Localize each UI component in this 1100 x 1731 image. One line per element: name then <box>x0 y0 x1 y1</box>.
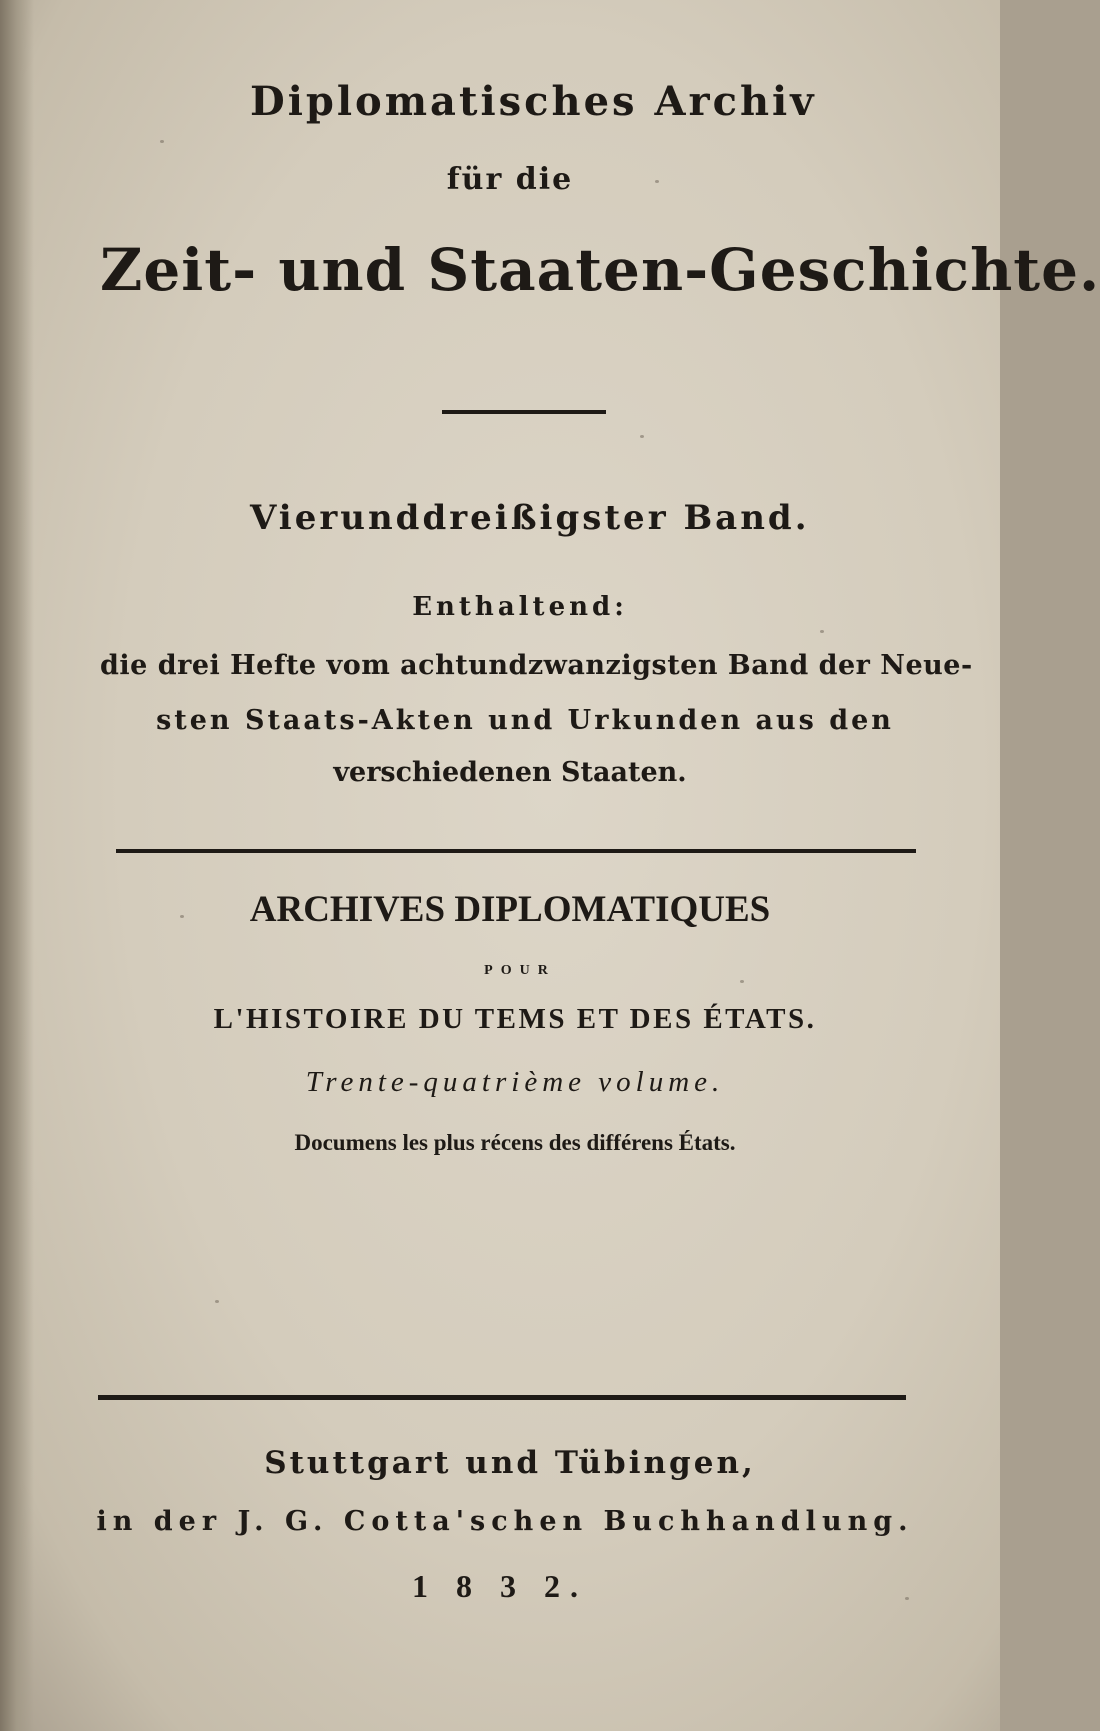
paper-fleck <box>160 140 164 143</box>
french-contents: Documens les plus récens des différens États. <box>294 1130 736 1155</box>
divider-rule <box>116 849 916 853</box>
binding-shadow <box>0 0 34 1731</box>
german-contents-label: Enthaltend: <box>412 592 628 622</box>
imprint-year: 1 8 3 2. <box>412 1568 588 1604</box>
paper-fleck <box>905 1597 909 1600</box>
german-contents-line-2: sten Staats-Akten und Urkunden aus den <box>156 705 894 736</box>
french-title-line-1: ARCHIVES DIPLOMATIQUES <box>249 889 771 930</box>
french-title-line-3: L'HISTOIRE DU TEMS ET DES ÉTATS. <box>213 1003 817 1035</box>
imprint-rule <box>98 1395 906 1400</box>
german-contents-line-3: verschiedenen Staaten. <box>333 757 687 788</box>
imprint-place: Stuttgart und Tübingen, <box>264 1445 756 1481</box>
german-title-line-2: für die <box>446 162 574 197</box>
german-title-line-3: Zeit- und Staaten-Geschichte. <box>100 236 1100 304</box>
french-title-line-2: POUR <box>484 963 556 978</box>
paper-fleck <box>655 180 659 183</box>
german-volume: Vierunddreißigster Band. <box>250 498 810 538</box>
paper-fleck <box>215 1300 219 1303</box>
paper-fleck <box>820 630 824 633</box>
paper-fleck <box>180 915 184 918</box>
paper-fleck <box>740 980 744 983</box>
german-contents-line-1: die drei Hefte vom achtundzwanzigsten Band der Neue- <box>100 650 973 681</box>
short-rule <box>442 410 606 414</box>
imprint-publisher: in der J. G. Cotta'schen Buchhandlung. <box>96 1506 914 1537</box>
paper-fleck <box>640 435 644 438</box>
german-title-line-1: Diplomatisches Archiv <box>250 78 817 125</box>
french-volume: Trente-quatrième volume. <box>305 1066 725 1098</box>
